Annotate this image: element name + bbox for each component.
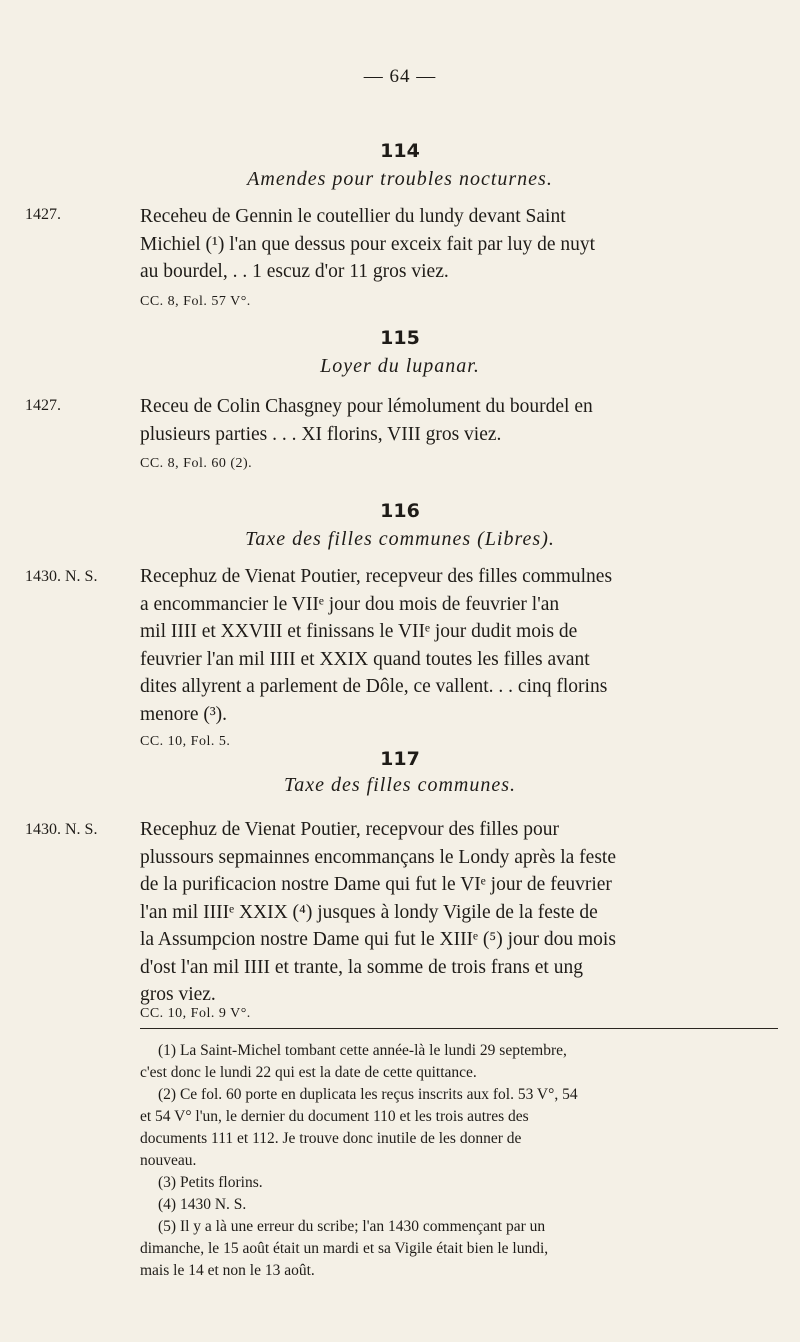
entry-date-117: 1430. N. S.	[25, 821, 98, 838]
footnote-line: (1) La Saint-Michel tombant cette année-là le lundi 29 septembre,	[158, 1042, 567, 1059]
entry-line: de la purificacion nostre Dame qui fut le VIᵉ jour de feuvrier	[140, 874, 612, 895]
entry-title-114: Amendes pour troubles nocturnes.	[247, 168, 553, 190]
footnote-line: (5) Il y a là une erreur du scribe; l'an 1430 commençant par un	[158, 1218, 546, 1235]
entry-line: gros viez.	[140, 984, 216, 1005]
entry-title-115: Loyer du lupanar.	[320, 355, 480, 377]
footnote-line: (2) Ce fol. 60 porte en duplicata les reçus inscrits aux fol. 53 V°, 54	[158, 1086, 578, 1103]
footnote-line: mais le 14 et non le 13 août.	[140, 1262, 315, 1279]
footnote-line: (4) 1430 N. S.	[158, 1196, 247, 1213]
entry-line: mil IIII et XXVIII et finissans le VIIᵉ jour dudit mois de	[140, 621, 578, 642]
footnote-line: documents 111 et 112. Je trouve donc inutile de les donner de	[140, 1130, 522, 1147]
footnotes	[140, 1040, 780, 1282]
footnote-1	[140, 1040, 780, 1084]
footnote-line: et 54 V° l'un, le dernier du document 110 et les trois autres des	[140, 1108, 529, 1125]
entry-title-117: Taxe des filles communes.	[283, 774, 516, 796]
entry-body-116	[140, 563, 780, 728]
entry-line: au bourdel, . . 1 escuz d'or 11 gros viez.	[140, 261, 449, 282]
footnote-5	[140, 1216, 780, 1282]
entry-body-115	[140, 393, 780, 448]
entry-ref-116: CC. 10, Fol. 5.	[140, 734, 231, 749]
footnote-2	[140, 1084, 780, 1172]
entry-line: Receheu de Gennin le coutellier du lundy devant Saint	[140, 206, 566, 227]
entry-number-114: 114	[380, 140, 420, 162]
entry-line: menore (³).	[140, 703, 228, 725]
footnote-divider	[140, 1028, 778, 1029]
entry-line: plusieurs parties . . . XI florins, VIII gros viez.	[140, 423, 502, 445]
entry-line: Recephuz de Vienat Poutier, recepvour des filles pour	[140, 819, 559, 840]
entry-line: la Assumpcion nostre Dame qui fut le XIIIᵉ (⁵) jour dou mois	[140, 929, 616, 950]
entry-body-114	[140, 203, 780, 286]
footnote-3	[140, 1172, 780, 1194]
entry-line: feuvrier l'an mil IIII et XXIX quand toutes les filles avant	[140, 648, 590, 670]
entry-line: d'ost l'an mil IIII et trante, la somme de trois frans et ung	[140, 956, 583, 978]
entry-line: Michiel (¹) l'an que dessus pour exceix fait par luy de nuyt	[140, 233, 596, 255]
entry-ref-114: CC. 8, Fol. 57 V°.	[140, 294, 251, 309]
footnote-line: (3) Petits florins.	[158, 1174, 263, 1191]
entry-body-117	[140, 816, 780, 1009]
entry-line: l'an mil IIIIᵉ XXIX (⁴) jusques à londy Vigile de la feste de	[140, 901, 598, 923]
entry-title-116: Taxe des filles communes (Libres).	[245, 528, 555, 550]
entry-line: dites allyrent a parlement de Dôle, ce vallent. . . cinq florins	[140, 676, 608, 697]
entry-date-115: 1427.	[25, 397, 61, 414]
entry-ref-117: CC. 10, Fol. 9 V°.	[140, 1006, 251, 1021]
entry-ref-115: CC. 8, Fol. 60 (2).	[140, 456, 253, 471]
footnote-line: nouveau.	[140, 1152, 197, 1169]
entry-line: Recephuz de Vienat Poutier, recepveur des filles commulnes	[140, 566, 613, 587]
entry-date-114: 1427.	[25, 206, 61, 223]
footnote-line: dimanche, le 15 août était un mardi et sa Vigile était bien le lundi,	[140, 1240, 549, 1257]
entry-line: Receu de Colin Chasgney pour lémolument du bourdel en	[140, 396, 593, 417]
entry-line: plussours sepmainnes encommançans le Londy après la feste	[140, 846, 616, 868]
entry-number-116: 116	[380, 500, 420, 522]
page-number: — 64 —	[363, 66, 437, 87]
footnote-4	[140, 1194, 780, 1216]
footnote-line: c'est donc le lundi 22 qui est la date de cette quittance.	[140, 1064, 477, 1081]
entry-line: a encommancier le VIIᵉ jour dou mois de feuvrier l'an	[140, 593, 560, 615]
entry-date-116: 1430. N. S.	[25, 568, 98, 585]
entry-number-117: 117	[380, 748, 420, 770]
entry-number-115: 115	[380, 327, 420, 349]
